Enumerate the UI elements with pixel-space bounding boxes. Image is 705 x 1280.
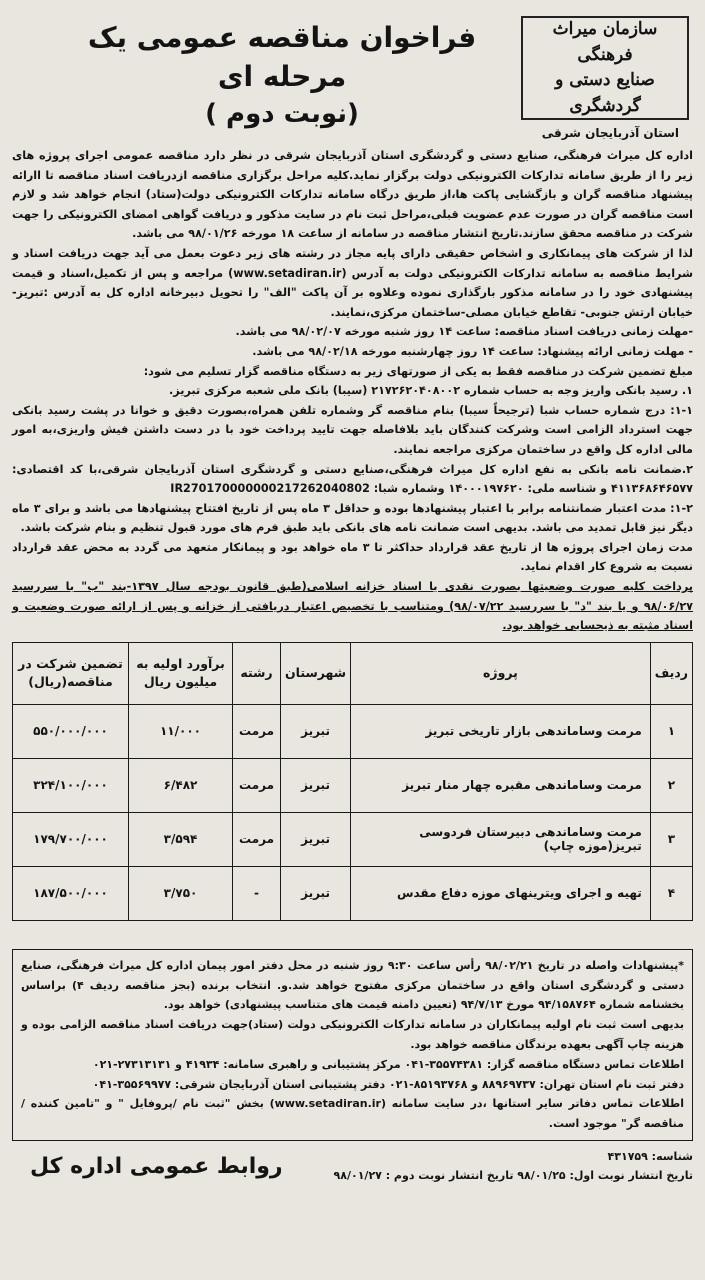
header-field: رشته — [233, 642, 281, 704]
body-guarantee-2: ۲.ضمانت نامه بانکی به نفع اداره کل میراث فرهنگی،صنایع دستی و گردشگری استان آذربایجان شرقی،با کد اقتصادی: ۴۱۱۳۶۸۶۴۶۵۷۷ و شناسه ملی: ۱۴۰۰۰۱۹۷۶۲۰ وشماره شبا: IR270170000000217262040802 — [12, 462, 693, 496]
table-header-row — [13, 642, 693, 704]
row-city: تبریز — [281, 758, 351, 812]
title-line-2: (نوبت دوم ) — [205, 99, 359, 130]
row-number: ۲ — [650, 758, 692, 812]
logo-line-2: صنایع دستی و گردشگری — [555, 70, 655, 116]
table-row — [13, 812, 693, 866]
notice-title — [52, 18, 512, 133]
row-guarantee: ۳۲۴/۱۰۰/۰۰۰ — [13, 758, 129, 812]
body-guarantee-intro: مبلغ تضمین شرکت در مناقصه فقط به یکی از صورتهای زیر به دستگاه مناقصه گزار تسلیم می شود: — [143, 364, 693, 378]
header-estimate: برآورد اولیه به میلیون ریال — [129, 642, 233, 704]
row-field: - — [233, 866, 281, 920]
notice-header — [12, 8, 693, 146]
row-field: مرمت — [233, 704, 281, 758]
organization-logo — [521, 16, 689, 120]
footer-contact-3: اطلاعات تماس دفاتر سایر استانها ،در سایت سامانه (www.setadiran.ir) بخش "ثبت نام /پروفایل " و "تامین کننده /مناقصه گر" موجود است. — [21, 1097, 684, 1131]
header-city: شهرستان — [281, 642, 351, 704]
body-duration: مدت زمان اجرای پروژه ها از تاریخ عقد قرارداد حداکثر تا ۳ ماه خواهد بود و پیمانکار متعهد می گردد به محض عقد قرارداد نسبت به شروع کار اقدام نماید. — [12, 540, 693, 574]
row-estimate: ۳/۷۵۰ — [129, 866, 233, 920]
row-project: مرمت وساماندهی دبیرستان فردوسی تبریز(موزه چاپ) — [351, 812, 651, 866]
table-row — [13, 758, 693, 812]
row-project: مرمت وساماندهی بازار تاریخی تبریز — [351, 704, 651, 758]
signature: روابط عمومی اداره کل — [30, 1154, 283, 1180]
row-project: مرمت وساماندهی مقبره چهار منار تبریز — [351, 758, 651, 812]
organization-name: استان آذربایجان شرقی — [541, 126, 679, 140]
row-city: تبریز — [281, 812, 351, 866]
row-number: ۳ — [650, 812, 692, 866]
footer-contact-2: دفتر ثبت نام استان تهران: ۸۸۹۶۹۷۳۷ و ۸۵۱۹۳۷۶۸-۰۲۱ دفتر پشتیبانی استان آذربایجان شرقی: ۳۵۵۶۹۹۷۷-۰۴۱ — [92, 1077, 684, 1091]
body-deadline-proposal: - مهلت زمانی ارائه پیشنهاد: ساعت ۱۴ روز چهارشنبه مورخه ۹۸/۰۲/۱۸ می باشد. — [252, 344, 693, 358]
row-guarantee: ۱۸۷/۵۰۰/۰۰۰ — [13, 866, 129, 920]
header-guarantee: تضمین شرکت در مناقصه(ریال) — [13, 642, 129, 704]
body-deadline-documents: -مهلت زمانی دریافت اسناد مناقصه: ساعت ۱۴ روز شنبه مورخه ۹۸/۰۲/۰۷ می باشد. — [235, 325, 693, 339]
footer-contact-1: اطلاعات تماس دستگاه مناقصه گزار: ۳۵۵۷۴۳۸۱-۰۴۱ مرکز پشتیبانی و راهبری سامانه: ۴۱۹۳۴ و ۲۷۳۱۳۱۳۱-۰۲۱ — [92, 1057, 684, 1071]
notice-bottom — [12, 1147, 693, 1207]
body-guarantee-1-1: ۱-۱: درج شماره حساب شبا (ترجیحاً سیبا) بنام مناقصه گر وشماره تلفن همراه،بصورت دقیق و خوانا در پشت رسید بانکی جهت استرداد الزامی است وشرکت کنندگان باید بلافاصله جهت تایید پرداخت خود با در دست داشتن فیش واریزی،به امور مالی اداره کل واقع در ساختمان مرکزی مراجعه نمایند. — [12, 403, 693, 456]
row-city: تبریز — [281, 704, 351, 758]
table-row — [13, 866, 693, 920]
row-estimate: ۶/۴۸۲ — [129, 758, 233, 812]
footer-notes — [12, 949, 693, 1141]
title-line-1: فراخوان مناقصه عمومی یک مرحله ای — [87, 21, 477, 94]
publication-dates: تاریخ انتشار نوبت اول: ۹۸/۰۱/۲۵ تاریخ انتشار نوبت دوم : ۹۸/۰۱/۲۷ — [333, 1169, 693, 1183]
notice-id: شناسه: ۴۳۱۷۵۹ — [607, 1150, 693, 1164]
footer-opening-note: *پیشنهادات واصله در تاریخ ۹۸/۰۲/۲۱ رأس ساعت ۹:۳۰ روز شنبه در محل دفتر امور پیمان اداره کل میراث فرهنگی، صنایع دستی و گردشگری استان واقع در ساختمان مرکزی مفتوح خواهد شد.و. انتخاب برنده (بجز مناقصه ردیف ۴) براساس بخشنامه شماره ۹۴/۱۵۸۷۶۴ مورخ ۹۴/۷/۱۳ (تعیین دامنه قیمت های متناسب پیشنهادی) خواهد بود. — [21, 958, 684, 1012]
row-number: ۴ — [650, 866, 692, 920]
row-city: تبریز — [281, 866, 351, 920]
logo-line-1: سازمان میراث فرهنگی — [552, 19, 658, 65]
footer-registration-note: بدیهی است ثبت نام اولیه پیمانکاران در سامانه تدارکات الکترونیکی دولت (ستاد)جهت دریافت اسناد مناقصه الزامی بوده و هزینه چاپ آگهی بعهده برندگان مناقصه خواهد بود. — [21, 1018, 684, 1052]
row-field: مرمت — [233, 812, 281, 866]
row-guarantee: ۵۵۰/۰۰۰/۰۰۰ — [13, 704, 129, 758]
body-guarantee-1: ۱. رسید بانکی واریز وجه به حساب شماره ۲۱۷۲۶۲۰۴۰۸۰۰۲ (سیبا) بانک ملی شعبه مرکزی تبریز. — [169, 384, 693, 398]
body-paragraph-invitation: لذا از شرکت های پیمانکاری و اشخاص حقیقی دارای پایه مجاز در رشته های زیر دعوت بعمل می آید جهت دریافت اسناد و شرایط مناقصه به سامانه تدارکات الکترونیکی دولت به آدرس (www.setadiran.ir) مراجعه و پس از تکمیل،اسناد و قیمت پیشنهادی خود را در سامانه مذکور بارگذاری نموده وعلاوه بر آن پاکت "الف" را تحویل دبیرخانه اداره کل به آدرس :تبریز-خیابان ارتش جنوبی- تقاطع خیابان مصلی-ساختمان مرکزی،نمایند. — [12, 246, 693, 319]
body-payment: پرداخت کلیه صورت وضعیتها بصورت نقدی یا اسناد خزانه اسلامی(طبق قانون بودجه سال ۱۳۹۷-بند "ب" با سررسید ۹۸/۰۶/۲۷ و یا بند "د" با سررسید ۹۸/۰۷/۲۲) ومتناسب با تخصیص اعتبار دریافتی از خزانه و پس از ارائه صورت وضعیت و اسناد مثبته به ذیحسابی خواهد بود. — [12, 580, 693, 633]
row-field: مرمت — [233, 758, 281, 812]
notice-body — [12, 146, 693, 636]
row-number: ۱ — [650, 704, 692, 758]
row-guarantee: ۱۷۹/۷۰۰/۰۰۰ — [13, 812, 129, 866]
body-guarantee-2-1: ۱-۲: مدت اعتبار ضمانتنامه برابر با اعتبار پیشنهادها بوده و حداقل ۳ ماه پس از تاریخ افتتاح پیشنهادها می باشد و برای ۳ ماه دیگر نیز قابل تمدید می باشد. بدیهی است ضمانت نامه های بانکی باید طبق فرم های مورد قبول تنظیم و بنام شرکت باشد. — [12, 501, 693, 535]
header-row-number: ردیف — [650, 642, 692, 704]
row-estimate: ۳/۵۹۴ — [129, 812, 233, 866]
body-paragraph-intro: اداره کل میراث فرهنگی، صنایع دستی و گردشگری استان آذربایجان شرقی در نظر دارد مناقصه عمومی اجرای پروژه های زیر را از طریق سامانه تدارکات الکترونیکی دولت برگزار نماید.کلیه مراحل برگزاری مناقصه ازدریافت اسناد مناقصه تا اارائه پیشنهاد مناقصه گران و بازگشایی پاکت ها،از طریق درگاه سامانه تدارکات الکترونیکی دولت(ستاد) انجام خواهد شد و لازم است مناقصه گران در صورت عدم عضویت قبلی،مراحل ثبت نام در سایت مذکور و دریافت گواهی امضای الکترونیکی را جهت شرکت در مناقصه محقق سازند.تاریخ انتشار مناقصه در سامانه از ساعت ۱۸ مورخه ۹۸/۰۱/۲۶ می باشد. — [12, 149, 693, 241]
table-row — [13, 704, 693, 758]
row-project: تهیه و اجرای ویترینهای موزه دفاع مقدس — [351, 866, 651, 920]
header-project: پروژه — [351, 642, 651, 704]
projects-table — [12, 642, 693, 921]
row-estimate: ۱۱/۰۰۰ — [129, 704, 233, 758]
